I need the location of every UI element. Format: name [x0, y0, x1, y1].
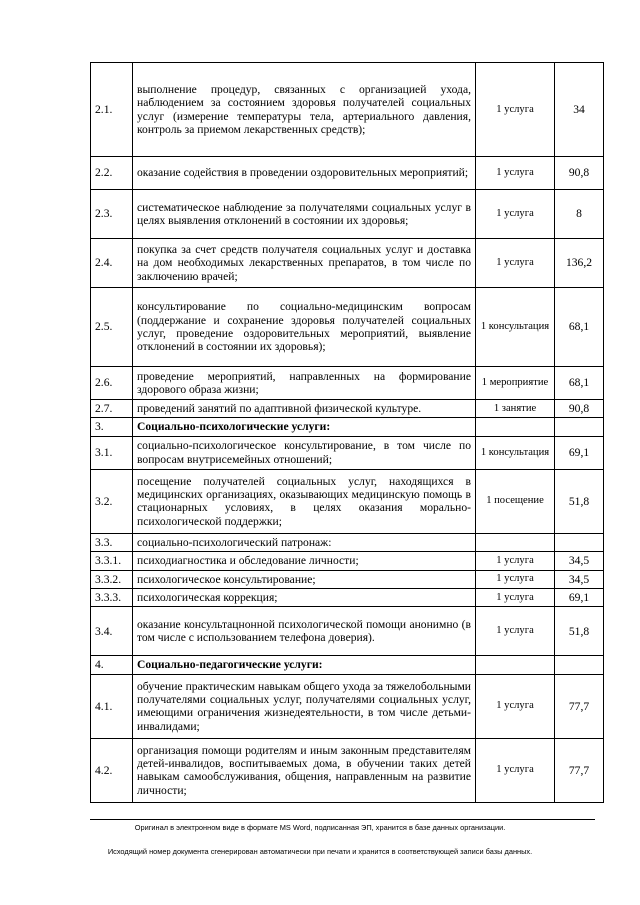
service-unit: 1 услуга: [476, 552, 555, 570]
row-number: 2.6.: [91, 367, 133, 400]
service-unit: [476, 418, 555, 436]
service-unit: 1 услуга: [476, 589, 555, 607]
row-number: 4.2.: [91, 738, 133, 802]
table-row: [91, 738, 604, 802]
row-number: 2.7.: [91, 400, 133, 418]
service-price: [555, 418, 604, 436]
service-name: систематическое наблюдение за получателями социальных услуг в целях выявления отклонений в состоянии их здоровья;: [133, 190, 476, 239]
service-unit: 1 консультация: [476, 288, 555, 367]
service-unit: 1 услуга: [476, 63, 555, 157]
service-unit: 1 консультация: [476, 436, 555, 469]
row-number: 4.: [91, 656, 133, 674]
row-number: 3.3.: [91, 533, 133, 551]
row-number: 3.3.2.: [91, 570, 133, 588]
service-name: психологическое консультирование;: [133, 570, 476, 588]
row-number: 3.3.1.: [91, 552, 133, 570]
service-price: 69,1: [555, 436, 604, 469]
footer-divider: [90, 819, 595, 820]
row-number: 2.2.: [91, 157, 133, 190]
service-unit: 1 услуга: [476, 738, 555, 802]
service-name: Социально-педагогические услуги:: [133, 656, 476, 674]
service-name: посещение получателей социальных услуг, находящихся в медицинских организациях, оказывающих медицинскую помощь в стационарных условиях, в целях оказания морально-психологической поддержки;: [133, 469, 476, 533]
service-name: оказание содействия в проведении оздоровительных мероприятий;: [133, 157, 476, 190]
row-number: 2.3.: [91, 190, 133, 239]
service-price: 77,7: [555, 738, 604, 802]
table-row: [91, 570, 604, 588]
service-name: психодиагностика и обследование личности;: [133, 552, 476, 570]
service-unit: 1 услуга: [476, 570, 555, 588]
table-row: [91, 239, 604, 288]
service-price: 34: [555, 63, 604, 157]
row-number: 2.4.: [91, 239, 133, 288]
service-unit: 1 услуга: [476, 157, 555, 190]
service-name: психологическая коррекция;: [133, 589, 476, 607]
service-name: проведение мероприятий, направленных на формирование здорового образа жизни;: [133, 367, 476, 400]
service-unit: 1 мероприятие: [476, 367, 555, 400]
service-price: 68,1: [555, 288, 604, 367]
service-unit: 1 посещение: [476, 469, 555, 533]
service-unit: 1 услуга: [476, 239, 555, 288]
service-price: 90,8: [555, 157, 604, 190]
footer-original-note: Оригинал в электронном виде в формате MS Word, подписанная ЭП, хранится в базе данных организации.: [134, 823, 506, 832]
service-name: консультирование по социально-медицинским вопросам (поддержание и сохранение здоровья получателей социальных услуг, проведение оздоровительных мероприятий, выявление отклонений в состоянии их здоровья);: [133, 288, 476, 367]
service-unit: 1 занятие: [476, 400, 555, 418]
service-price: 77,7: [555, 674, 604, 738]
service-price: 8: [555, 190, 604, 239]
footer-number-note: Исходящий номер документа сгенерирован автоматически при печати и хранится в соответствующей записи базы данных.: [107, 847, 533, 856]
table-row: [91, 190, 604, 239]
service-price: 68,1: [555, 367, 604, 400]
service-name: социально-психологическое консультирование, в том числе по вопросам внутрисемейных отношений;: [133, 436, 476, 469]
service-price: 51,8: [555, 607, 604, 656]
row-number: 3.1.: [91, 436, 133, 469]
services-table: [90, 62, 604, 803]
section-row: [91, 418, 604, 436]
table-row: [91, 157, 604, 190]
service-name: покупка за счет средств получателя социальных услуг и доставка на дом необходимых лекарственных препаратов, в том числе по заключению врачей;: [133, 239, 476, 288]
table-row: [91, 674, 604, 738]
table-row: [91, 533, 604, 551]
table-row: [91, 63, 604, 157]
service-price: 136,2: [555, 239, 604, 288]
table-row: [91, 552, 604, 570]
row-number: 2.5.: [91, 288, 133, 367]
services-table-body: [91, 63, 604, 803]
service-name: социально-психологический патронаж:: [133, 533, 476, 551]
table-row: [91, 436, 604, 469]
service-unit: 1 услуга: [476, 607, 555, 656]
service-name: обучение практическим навыкам общего ухода за тяжелобольными получателями социальных услуг, получателями социальных услуг, имеющими ограничения жизнедеятельности, в том числе детьми-инвалидами;: [133, 674, 476, 738]
row-number: 3.: [91, 418, 133, 436]
service-name: Социально-психологические услуги:: [133, 418, 476, 436]
row-number: 4.1.: [91, 674, 133, 738]
service-price: 69,1: [555, 589, 604, 607]
service-unit: [476, 533, 555, 551]
table-row: [91, 607, 604, 656]
section-row: [91, 656, 604, 674]
table-row: [91, 400, 604, 418]
service-price: 51,8: [555, 469, 604, 533]
service-unit: 1 услуга: [476, 190, 555, 239]
row-number: 3.2.: [91, 469, 133, 533]
service-price: 34,5: [555, 570, 604, 588]
service-price: 34,5: [555, 552, 604, 570]
table-row: [91, 589, 604, 607]
row-number: 3.3.3.: [91, 589, 133, 607]
service-price: [555, 533, 604, 551]
service-price: 90,8: [555, 400, 604, 418]
service-name: выполнение процедур, связанных с организацией ухода, наблюдением за состоянием здоровья получателей социальных услуг (измерение температуры тела, артериального давления, контроль за приемом лекарственных средств);: [133, 63, 476, 157]
table-row: [91, 469, 604, 533]
service-unit: 1 услуга: [476, 674, 555, 738]
service-name: оказание консультацнонной психологической помощи анонимно (в том числе с использованием телефона доверия).: [133, 607, 476, 656]
service-price: [555, 656, 604, 674]
table-row: [91, 288, 604, 367]
table-row: [91, 367, 604, 400]
service-name: организация помощи родителям и иным законным представителям детей-инвалидов, воспитываемых дома, в обучении таких детей навыкам самообслуживания, общения, направленным на развитие личности;: [133, 738, 476, 802]
row-number: 2.1.: [91, 63, 133, 157]
service-name: проведений занятий по адаптивной физической культуре.: [133, 400, 476, 418]
service-unit: [476, 656, 555, 674]
row-number: 3.4.: [91, 607, 133, 656]
